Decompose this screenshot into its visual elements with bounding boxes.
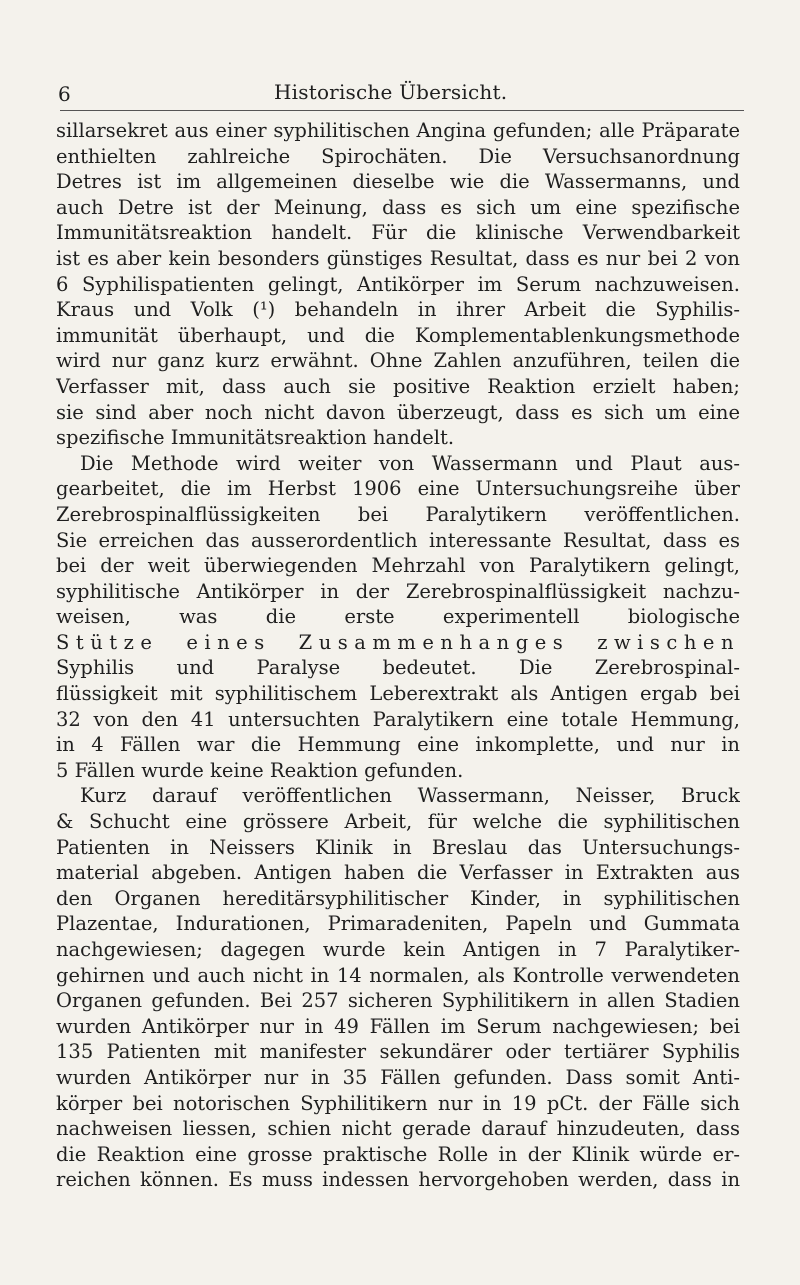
text-line: Organen gefunden. Bei 257 sicheren Syphilitikern in allen Stadien — [56, 989, 740, 1013]
text-line: spezifische Immunitätsreaktion handelt. — [56, 426, 455, 450]
text-line: ist es aber kein besonders günstiges Resultat, dass es nur bei 2 von — [56, 246, 740, 270]
text-line: den Organen hereditärsyphilitischer Kinder, in syphilitischen — [56, 886, 740, 910]
text-line: in 4 Fällen war die Hemmung eine inkomplette, und nur in — [56, 733, 740, 757]
text-line: bei der weit überwiegenden Mehrzahl von Paralytikern gelingt, — [56, 554, 740, 578]
text-line: gehirnen und auch nicht in 14 normalen, als Kontrolle verwendeten — [56, 963, 740, 987]
text-line: 5 Fällen wurde keine Reaktion gefunden. — [56, 758, 464, 782]
text-line: flüssigkeit mit syphilitischem Leberextrakt als Antigen ergab bei — [56, 682, 740, 706]
text-line: Verfasser mit, dass auch sie positive Reaktion erzielt haben; — [56, 374, 740, 398]
text-line: nachgewiesen; dagegen wurde kein Antigen in 7 Paralytiker- — [56, 938, 740, 961]
page-header — [48, 78, 748, 108]
text-line: weisen, was die erste experimentell biologische — [56, 605, 740, 629]
text-line: Plazentae, Indurationen, Primaradeniten, Papeln und Gummata — [56, 912, 740, 936]
text-line: Kraus und Volk (¹) behandeln in ihrer Arbeit die Syphilis- — [56, 298, 740, 322]
text-line: material abgeben. Antigen haben die Verfasser in Extrakten aus — [56, 861, 740, 885]
text-line: syphilitische Antikörper in der Zerebrospinalflüssigkeit nachzu- — [56, 579, 740, 603]
text-line: Immunitätsreaktion handelt. Für die klinische Verwendbarkeit — [56, 221, 740, 245]
text-line: Syphilis und Paralyse bedeutet. Die Zerebrospinal- — [56, 656, 740, 680]
text-line: sillarsekret aus einer syphilitischen Angina gefunden; alle Präparate — [56, 119, 740, 142]
text-line: 6 Syphilispatienten gelingt, Antikörper im Serum nachzuweisen. — [56, 272, 740, 296]
text-line: Zerebrospinalflüssigkeiten bei Paralytikern veröffentlichen. — [56, 502, 740, 526]
body-text — [56, 118, 740, 1193]
text-line: 32 von den 41 untersuchten Paralytikern eine totale Hemmung, — [56, 707, 740, 731]
text-line: körper bei notorischen Syphilitikern nur in 19 pCt. der Fälle sich — [56, 1091, 740, 1115]
text-line: wird nur ganz kurz erwähnt. Ohne Zahlen anzuführen, teilen die — [56, 349, 740, 373]
text-line: gearbeitet, die im Herbst 1906 eine Untersuchungsreihe über — [56, 477, 740, 501]
text-line: sie sind aber noch nicht davon überzeugt, dass es sich um eine — [56, 400, 740, 424]
text-line: nachweisen liessen, schien nicht gerade darauf hinzudeuten, dass — [56, 1117, 740, 1141]
text-line: Die Methode wird weiter von Wassermann und Plaut aus- — [80, 451, 740, 475]
text-line: Patienten in Neissers Klinik in Breslau das Untersuchungs- — [56, 835, 740, 859]
text-line: & Schucht eine grössere Arbeit, für welche die syphilitischen — [56, 810, 740, 834]
text-line: wurden Antikörper nur in 35 Fällen gefunden. Dass somit Anti- — [56, 1065, 740, 1089]
text-line: wurden Antikörper nur in 49 Fällen im Serum nachgewiesen; bei — [56, 1014, 740, 1038]
text-line: Sie erreichen das ausserordentlich interessante Resultat, dass es — [56, 528, 740, 552]
text-line: 135 Patienten mit manifester sekundärer oder tertiärer Syphilis — [56, 1040, 740, 1064]
text-line: auch Detre ist der Meinung, dass es sich um eine spezifische — [56, 195, 740, 219]
header-rule — [60, 110, 744, 111]
text-line: Detres ist im allgemeinen dieselbe wie die Wassermanns, und — [56, 170, 740, 194]
page-number: 6 — [58, 82, 71, 106]
running-title: Historische Übersicht. — [274, 80, 508, 104]
text-line: enthielten zahlreiche Spirochäten. Die Versuchsanordnung — [56, 144, 740, 168]
text-line: immunität überhaupt, und die Komplementablenkungsmethode — [56, 323, 740, 347]
text-line: reichen können. Es muss indessen hervorgehoben werden, dass in — [56, 1168, 740, 1192]
text-line: Kurz darauf veröffentlichen Wassermann, Neisser, Bruck — [80, 784, 740, 808]
text-line: Stütze eines Zusammenhanges zwischen — [56, 630, 740, 654]
text-line: die Reaktion eine grosse praktische Rolle in der Klinik würde er- — [56, 1142, 740, 1166]
